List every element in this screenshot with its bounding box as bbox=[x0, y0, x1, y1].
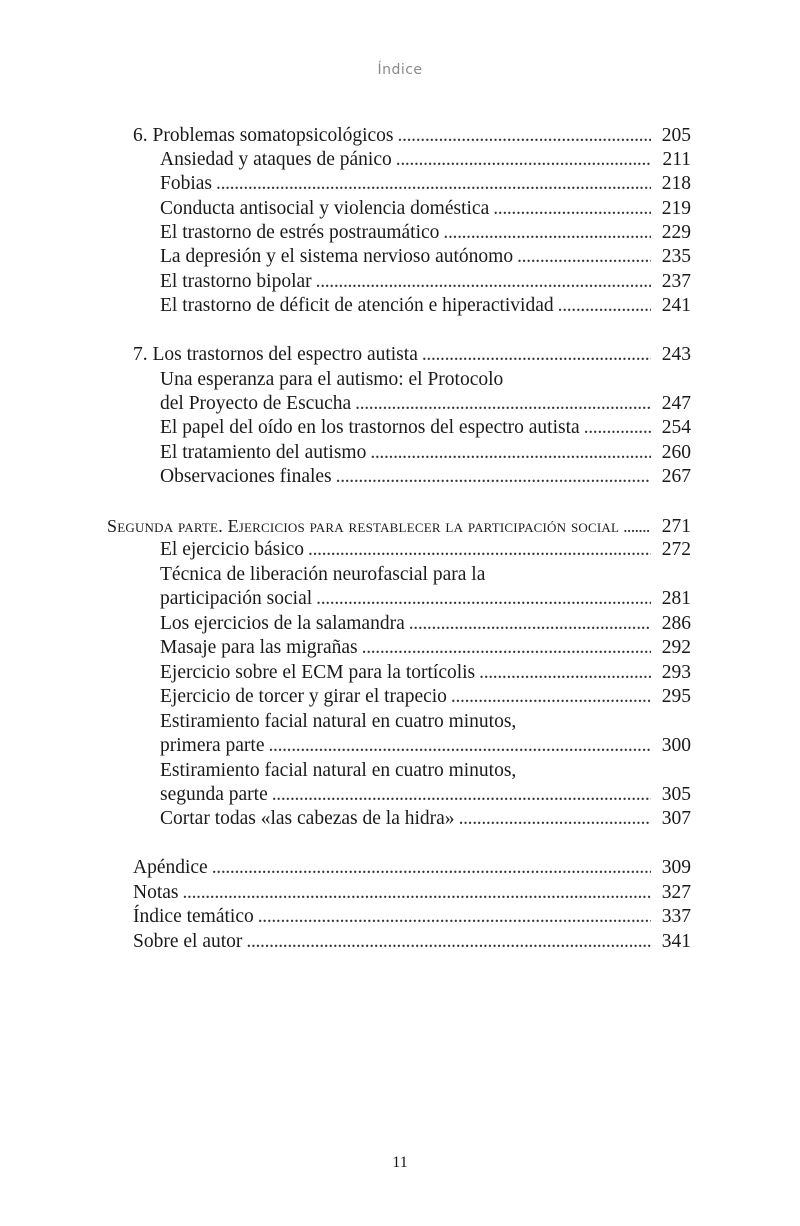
toc-entry-page: 300 bbox=[661, 735, 691, 756]
toc-entry-title: 7. Los trastornos del espectro autista bbox=[133, 344, 418, 365]
toc-entry-title: Ejercicio sobre el ECM para la tortícolis bbox=[160, 662, 476, 683]
toc-entry-page: 309 bbox=[661, 857, 691, 878]
toc-entry[interactable] bbox=[160, 245, 691, 269]
dot-leader bbox=[362, 636, 651, 660]
toc-entry-page: 211 bbox=[662, 149, 691, 170]
toc-entry-title: Apéndice bbox=[133, 857, 208, 878]
dot-leader bbox=[216, 172, 651, 196]
toc-entry-title-line1[interactable]: Estiramiento facial natural en cuatro minutos, bbox=[160, 760, 517, 781]
dot-leader bbox=[336, 465, 651, 489]
toc-entry-page: 295 bbox=[661, 686, 691, 707]
toc-entry[interactable] bbox=[160, 441, 691, 465]
toc-entry-title: Notas bbox=[133, 882, 179, 903]
toc-entry-title: La depresión y el sistema nervioso autónomo bbox=[160, 246, 514, 267]
toc-entry-title: Índice temático bbox=[133, 906, 254, 927]
toc-entry[interactable] bbox=[160, 148, 691, 172]
dot-leader bbox=[183, 881, 652, 905]
toc-entry-title: El trastorno bipolar bbox=[160, 271, 312, 292]
dot-leader bbox=[308, 538, 651, 562]
dot-leader bbox=[246, 930, 651, 954]
toc-entry-page: 229 bbox=[661, 222, 691, 243]
toc-entry-page: 292 bbox=[661, 637, 691, 658]
toc-entry[interactable] bbox=[160, 416, 691, 440]
toc-entry-chapter[interactable] bbox=[133, 124, 691, 148]
toc-entry-page: 337 bbox=[661, 906, 691, 927]
dot-leader bbox=[479, 661, 651, 685]
dot-leader bbox=[396, 148, 651, 172]
toc-entry-page: 341 bbox=[661, 931, 691, 952]
toc-entry[interactable] bbox=[160, 636, 691, 660]
toc-entry-title: Los ejercicios de la salamandra bbox=[160, 613, 405, 634]
toc-entry-title: Cortar todas «las cabezas de la hidra» bbox=[160, 808, 455, 829]
toc-entry-title: Observaciones finales bbox=[160, 466, 332, 487]
toc-entry-title: Masaje para las migrañas bbox=[160, 637, 358, 658]
toc-entry-backmatter[interactable] bbox=[133, 881, 691, 905]
toc-entry[interactable] bbox=[160, 172, 691, 196]
dot-leader bbox=[409, 612, 651, 636]
toc-entry[interactable] bbox=[160, 294, 691, 318]
toc-entry-chapter[interactable] bbox=[133, 343, 691, 367]
dot-leader bbox=[493, 197, 651, 221]
toc-entry-page: 281 bbox=[661, 588, 691, 609]
dot-leader bbox=[443, 221, 651, 245]
toc-entry-title: Ansiedad y ataques de pánico bbox=[160, 149, 392, 170]
toc-entry-page: 327 bbox=[661, 882, 691, 903]
toc-entry-page: 241 bbox=[661, 295, 691, 316]
toc-entry-page: 254 bbox=[661, 417, 691, 438]
toc-entry-title: Sobre el autor bbox=[133, 931, 243, 952]
toc-entry-title: El trastorno de estrés postraumático bbox=[160, 222, 440, 243]
dot-leader bbox=[272, 783, 651, 807]
toc-entry[interactable] bbox=[160, 685, 691, 709]
dot-leader bbox=[316, 270, 651, 294]
toc-entry[interactable] bbox=[160, 612, 691, 636]
dot-leader bbox=[584, 416, 651, 440]
dot-leader bbox=[398, 124, 651, 148]
dot-leader bbox=[459, 807, 651, 831]
toc-entry-page: 305 bbox=[661, 784, 691, 805]
dot-leader bbox=[212, 856, 651, 880]
toc-entry-page: 293 bbox=[661, 662, 691, 683]
dot-leader bbox=[355, 392, 651, 416]
toc-entry-title: participación social bbox=[160, 588, 313, 609]
toc-entry-page: 307 bbox=[661, 808, 691, 829]
toc-entry-page: 205 bbox=[661, 125, 691, 146]
toc-entry-title: 6. Problemas somatopsicológicos bbox=[133, 125, 394, 146]
toc-entry-backmatter[interactable] bbox=[133, 905, 691, 929]
toc-entry-backmatter[interactable] bbox=[133, 930, 691, 954]
toc-entry-page: 272 bbox=[661, 539, 691, 560]
toc-entry-title-line1[interactable]: Estiramiento facial natural en cuatro minutos, bbox=[160, 711, 517, 732]
toc-entry-title: del Proyecto de Escucha bbox=[160, 393, 352, 414]
toc-entry[interactable] bbox=[160, 807, 691, 831]
toc-entry-backmatter[interactable] bbox=[133, 856, 691, 880]
toc-entry-page: 235 bbox=[661, 246, 691, 267]
running-head: Índice bbox=[377, 62, 423, 78]
toc-entry-page: 237 bbox=[661, 271, 691, 292]
toc-entry-page: 218 bbox=[661, 173, 691, 194]
dot-leader bbox=[258, 905, 651, 929]
page-number: 11 bbox=[392, 1154, 408, 1171]
toc-entry-title-line1[interactable]: Una esperanza para el autismo: el Protocolo bbox=[160, 369, 504, 390]
toc-entry-title: El tratamiento del autismo bbox=[160, 442, 367, 463]
toc-entry-page: 286 bbox=[661, 613, 691, 634]
toc-entry-title-line1[interactable]: Técnica de liberación neurofascial para la bbox=[160, 564, 486, 585]
dot-leader bbox=[370, 441, 651, 465]
toc-entry[interactable] bbox=[160, 587, 691, 611]
toc-entry-title: El trastorno de déficit de atención e hiperactividad bbox=[160, 295, 554, 316]
toc-entry-title: Conducta antisocial y violencia doméstica bbox=[160, 198, 490, 219]
toc-entry-page: 271 bbox=[661, 516, 691, 537]
dot-leader bbox=[316, 587, 651, 611]
dot-leader bbox=[451, 685, 651, 709]
toc-entry[interactable] bbox=[160, 465, 691, 489]
toc-entry[interactable] bbox=[160, 538, 691, 562]
toc-entry-part[interactable] bbox=[107, 514, 691, 539]
toc-entry-title: Segunda parte. Ejercicios para restablecer la participación social bbox=[107, 516, 620, 536]
toc-entry[interactable] bbox=[160, 221, 691, 245]
toc-entry[interactable] bbox=[160, 270, 691, 294]
toc-entry[interactable] bbox=[160, 734, 691, 758]
toc-entry-title: El papel del oído en los trastornos del espectro autista bbox=[160, 417, 580, 438]
toc-entry-title: Fobias bbox=[160, 173, 213, 194]
toc-entry[interactable] bbox=[160, 661, 691, 685]
dot-leader bbox=[422, 343, 651, 367]
toc-entry-page: 219 bbox=[661, 198, 691, 219]
toc-entry-page: 267 bbox=[661, 466, 691, 487]
toc-entry-page: 247 bbox=[661, 393, 691, 414]
toc-entry[interactable] bbox=[160, 197, 691, 221]
dot-leader bbox=[558, 294, 651, 318]
toc-entry-title: primera parte bbox=[160, 735, 265, 756]
toc-entry-title: El ejercicio básico bbox=[160, 539, 305, 560]
dot-leader bbox=[268, 734, 651, 758]
toc-entry-title: segunda parte bbox=[160, 784, 268, 805]
dot-leader bbox=[517, 245, 651, 269]
toc-entry-page: 260 bbox=[661, 442, 691, 463]
toc-entry[interactable] bbox=[160, 392, 691, 416]
toc-entry-page: 243 bbox=[661, 344, 691, 365]
toc-entry[interactable] bbox=[160, 783, 691, 807]
toc-entry-title: Ejercicio de torcer y girar el trapecio bbox=[160, 686, 447, 707]
dot-leader bbox=[623, 514, 651, 538]
